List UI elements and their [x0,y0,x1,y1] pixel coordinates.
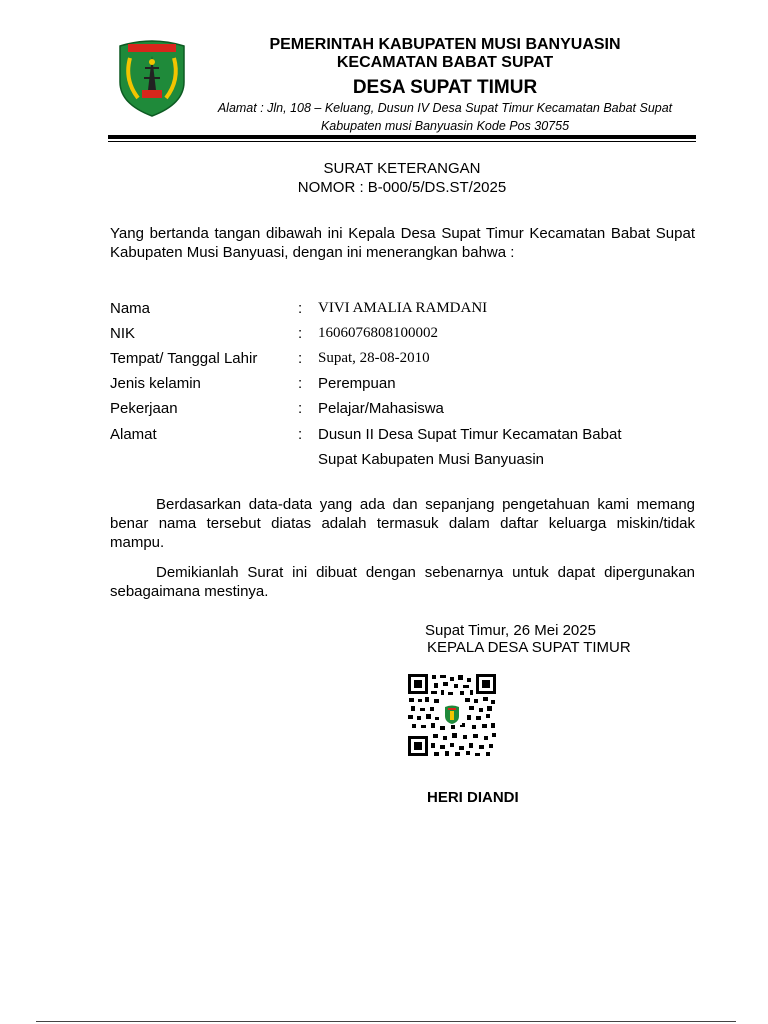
field-colon: : [298,375,303,392]
body-paragraph-1: Berdasarkan data-data yang ada dan sepanjang pengetahuan kami memang benar nama tersebut diatas adalah termasuk dalam daftar keluarga miskin/tidak mampu. [110,496,695,551]
field-colon: : [298,300,303,317]
field-value-gender: Perempuan [318,375,396,392]
field-value-nik: 1606076808100002 [318,325,438,341]
field-label-address: Alamat [110,426,157,443]
header-divider-thin [108,141,696,142]
field-colon: : [298,426,303,443]
field-colon: : [298,325,303,342]
header-address-line2: Kabupaten musi Banyuasin Kode Pos 30755 [320,119,570,133]
document-title: SURAT KETERANGAN [323,160,481,177]
qr-code-icon [407,673,497,757]
field-colon: : [298,400,303,417]
signature-position: KEPALA DESA SUPAT TIMUR [427,639,631,656]
header-address-line1: Alamat : Jln, 108 – Keluang, Dusun IV Desa Supat Timur Kecamatan Babat Supat [217,101,673,115]
page-bottom-edge [36,1021,736,1022]
document-number: NOMOR : B-000/5/DS.ST/2025 [297,179,507,196]
field-value-address: Dusun II Desa Supat Timur Kecamatan Babat [318,426,622,443]
header-village: DESA SUPAT TIMUR [352,77,538,98]
field-label-birth: Tempat/ Tanggal Lahir [110,350,258,367]
header-divider-thick [108,135,696,139]
signer-name: HERI DIANDI [427,789,519,806]
body-paragraph-2: Demikianlah Surat ini dibuat dengan sebenarnya untuk dapat dipergunakan sebagaimana mestinya. [110,564,695,600]
header-district: KECAMATAN BABAT SUPAT [336,54,554,71]
field-label-nik: NIK [110,325,136,342]
header-government: PEMERINTAH KABUPATEN MUSI BANYUASIN [269,36,621,53]
field-value-occupation: Pelajar/Mahasiswa [318,400,444,417]
field-value-name: VIVI AMALIA RAMDANI [318,300,488,316]
field-value-birth: Supat, 28-08-2010 [318,350,430,366]
field-value-address-continued: Supat Kabupaten Musi Banyuasin [318,451,544,468]
field-colon: : [298,350,303,367]
field-label-name: Nama [110,300,151,317]
field-label-gender: Jenis kelamin [110,375,201,392]
field-label-occupation: Pekerjaan [110,400,178,417]
signature-place-date: Supat Timur, 26 Mei 2025 [425,622,596,639]
intro-paragraph: Yang bertanda tangan dibawah ini Kepala Desa Supat Timur Kecamatan Babat Supat Kabupaten Musi Banyuasi, dengan ini menerangkan bahwa : [110,225,695,261]
